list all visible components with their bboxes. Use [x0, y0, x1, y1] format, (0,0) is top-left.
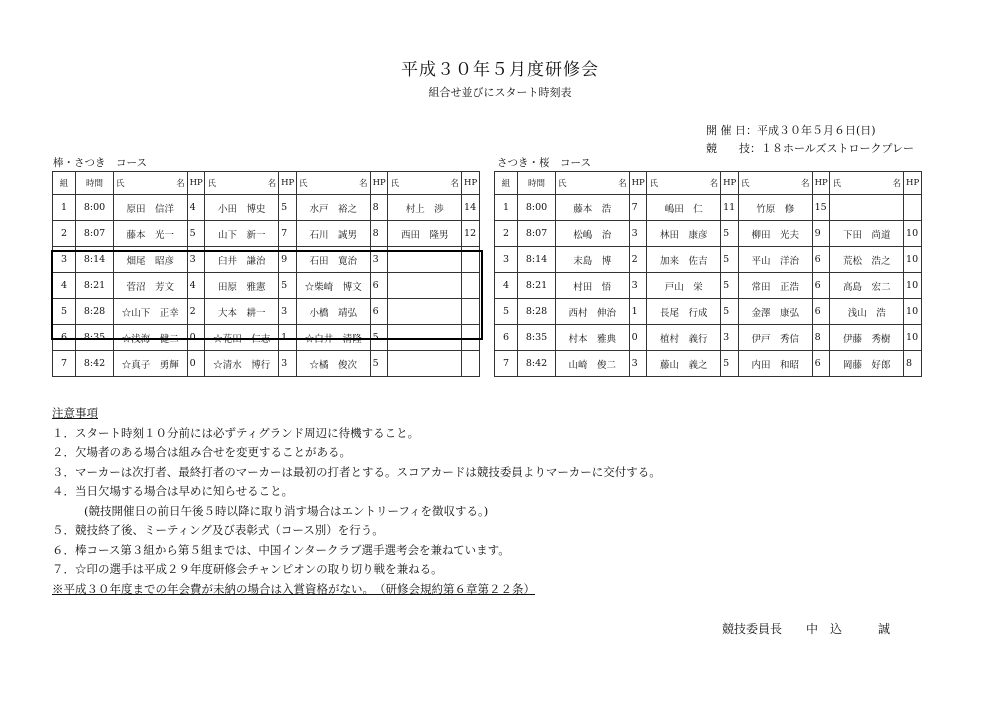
table-row — [495, 273, 922, 299]
player-name: 西田 隆男 — [388, 221, 462, 247]
player-hp: 10 — [904, 221, 922, 247]
player-name: 浅山 浩 — [830, 299, 904, 325]
group-number: 3 — [495, 247, 518, 273]
player-hp: 3 — [629, 273, 647, 299]
start-time: 8:00 — [76, 195, 114, 221]
header-hp: HP — [629, 172, 647, 195]
player-name: 石川 誠男 — [296, 221, 370, 247]
header-name-right: 名 — [892, 179, 902, 189]
header-time: 時間 — [76, 172, 114, 195]
player-hp: 5 — [370, 325, 388, 351]
player-hp: 5 — [721, 299, 739, 325]
player-name: 松嶋 治 — [555, 221, 629, 247]
notes-section — [52, 404, 661, 599]
header-kumi: 組 — [53, 172, 76, 195]
header-name-right: 名 — [267, 179, 277, 189]
player-name: 畑尾 昭彦 — [113, 247, 187, 273]
player-name: ☆橘 俊次 — [296, 351, 370, 377]
header-row — [495, 172, 922, 195]
player-hp: 1 — [629, 299, 647, 325]
player-name: 長尾 行成 — [647, 299, 721, 325]
player-name: 加来 佐吉 — [647, 247, 721, 273]
player-name: 山崎 俊二 — [555, 351, 629, 377]
player-name: 戸山 栄 — [647, 273, 721, 299]
player-name: ☆白井 清隆 — [296, 325, 370, 351]
player-name: 菅沼 芳文 — [113, 273, 187, 299]
start-time: 8:42 — [76, 351, 114, 377]
note-item: １．スタート時刻１０分前には必ずティグランド周辺に待機すること。 — [52, 425, 420, 440]
player-hp: 5 — [187, 221, 205, 247]
header-kumi: 組 — [495, 172, 518, 195]
start-time: 8:00 — [518, 195, 556, 221]
player-hp: 5 — [721, 221, 739, 247]
start-time: 8:14 — [518, 247, 556, 273]
player-name: ☆浅海 健二 — [113, 325, 187, 351]
start-time: 8:21 — [518, 273, 556, 299]
player-hp: 0 — [187, 351, 205, 377]
player-hp: 6 — [370, 299, 388, 325]
group-number: 7 — [53, 351, 76, 377]
header-name-right: 名 — [176, 179, 185, 189]
right-course-table — [494, 171, 922, 377]
player-name: 竹原 修 — [738, 195, 812, 221]
player-hp: 6 — [812, 351, 830, 377]
player-name: 臼井 謙治 — [205, 247, 279, 273]
player-name: 内田 和昭 — [738, 351, 812, 377]
player-hp: 6 — [370, 273, 388, 299]
header-hp: HP — [370, 172, 388, 195]
note-item: ４．当日欠場する場合は早めに知らせること。 — [52, 484, 294, 498]
player-hp: 10 — [904, 299, 922, 325]
player-name: 伊戸 秀信 — [738, 325, 812, 351]
group-number: 7 — [495, 351, 518, 377]
header-name-left: 氏 — [832, 179, 841, 189]
note-item: ６．棒コース第３組から第５組までは、中国インタークラブ選手選考会を兼ねています。 — [52, 542, 510, 557]
player-name — [388, 325, 462, 351]
player-hp: 5 — [721, 351, 739, 377]
note-item: ※平成３０年度までの年会費が未納の場合は入賞資格がない。 （研修会規約第６章第２２条） — [52, 581, 535, 596]
table-row — [53, 273, 480, 299]
player-hp: 0 — [629, 325, 647, 351]
player-name: 石田 寛治 — [296, 247, 370, 273]
player-hp — [462, 247, 480, 273]
table-row — [495, 195, 922, 221]
header-name — [555, 172, 629, 195]
player-name — [388, 247, 462, 273]
player-name: 林田 康彦 — [647, 221, 721, 247]
start-time: 8:07 — [76, 221, 114, 247]
player-hp: 15 — [812, 195, 830, 221]
header-name — [113, 172, 187, 195]
player-name: 原田 信洋 — [113, 195, 187, 221]
start-time: 8:42 — [518, 351, 556, 377]
player-name: ☆山下 正幸 — [113, 299, 187, 325]
page-title: 平成３０年５月度研修会 — [401, 60, 599, 80]
header-name-left: 氏 — [207, 179, 216, 189]
player-hp: 0 — [187, 325, 205, 351]
player-hp — [462, 325, 480, 351]
group-number: 1 — [495, 195, 518, 221]
header-name-left: 氏 — [557, 179, 567, 189]
player-name: 植村 義行 — [647, 325, 721, 351]
player-hp: 8 — [812, 325, 830, 351]
player-hp: 9 — [279, 247, 297, 273]
header-time: 時間 — [518, 172, 556, 195]
player-hp: 11 — [721, 195, 739, 221]
player-hp: 6 — [812, 273, 830, 299]
player-name — [830, 195, 904, 221]
player-hp: 3 — [187, 247, 205, 273]
player-hp: 2 — [187, 299, 205, 325]
player-hp: 1 — [279, 325, 297, 351]
player-name — [388, 273, 462, 299]
player-hp: 4 — [187, 195, 205, 221]
group-number: 2 — [53, 221, 76, 247]
player-name: 下田 尚道 — [830, 221, 904, 247]
header-hp: HP — [462, 172, 480, 195]
group-number: 1 — [53, 195, 76, 221]
start-time: 8:28 — [76, 299, 114, 325]
player-hp: 3 — [629, 351, 647, 377]
player-hp: 12 — [462, 221, 480, 247]
player-name — [388, 299, 462, 325]
player-hp: 9 — [812, 221, 830, 247]
table-row — [53, 247, 480, 273]
header-name — [388, 172, 462, 195]
table-row — [53, 325, 480, 351]
player-hp: 6 — [812, 299, 830, 325]
table-row — [495, 325, 922, 351]
table-row — [495, 247, 922, 273]
table-row — [53, 221, 480, 247]
player-hp: 10 — [904, 325, 922, 351]
player-hp: 5 — [279, 273, 297, 299]
player-name: 荒松 浩之 — [830, 247, 904, 273]
start-time: 8:14 — [76, 247, 114, 273]
header-name — [647, 172, 721, 195]
right-course-title: さつき・桜 コース — [497, 157, 591, 169]
player-name: 柳田 光夫 — [738, 221, 812, 247]
group-number: 4 — [495, 273, 518, 299]
start-time: 8:35 — [76, 325, 114, 351]
event-format: 競 技：１８ホールズストロークプレー — [706, 142, 915, 155]
player-hp — [462, 273, 480, 299]
player-hp: 3 — [279, 351, 297, 377]
header-hp: HP — [904, 172, 922, 195]
header-name — [205, 172, 279, 195]
player-hp: 8 — [370, 221, 388, 247]
header-name — [738, 172, 812, 195]
player-name: 藤本 光一 — [113, 221, 187, 247]
note-item: ２．欠場者のある場合は組み合せを変更することがある。 — [52, 445, 351, 459]
header-name-right: 名 — [618, 179, 627, 189]
player-hp: 8 — [904, 351, 922, 377]
table-row — [495, 351, 922, 377]
player-hp — [904, 195, 922, 221]
player-name: ☆真子 勇輝 — [113, 351, 187, 377]
player-hp: 5 — [721, 273, 739, 299]
start-time: 8:21 — [76, 273, 114, 299]
player-hp: 10 — [904, 273, 922, 299]
table-row — [53, 195, 480, 221]
player-hp: 6 — [812, 247, 830, 273]
player-name: 金澤 康弘 — [738, 299, 812, 325]
header-hp: HP — [721, 172, 739, 195]
player-name: 村上 渉 — [388, 195, 462, 221]
note-item: ３．マーカーは次打者、最終打者のマーカーは最初の打者とする。スコアカードは競技委員よりマーカーに交付する。 — [52, 464, 661, 479]
header-hp: HP — [279, 172, 297, 195]
player-hp: 3 — [721, 325, 739, 351]
group-number: 4 — [53, 273, 76, 299]
player-name: 水戸 裕之 — [296, 195, 370, 221]
header-hp: HP — [187, 172, 205, 195]
player-hp: 14 — [462, 195, 480, 221]
notes-title: 注意事項 — [52, 406, 98, 420]
left-course-title: 棒・さつき コース — [53, 157, 147, 169]
group-number: 5 — [495, 299, 518, 325]
player-name: 嶋田 仁 — [647, 195, 721, 221]
player-name: 村田 悟 — [555, 273, 629, 299]
signature: 競技委員長 中 込 誠 — [722, 622, 891, 636]
player-name: 常田 正浩 — [738, 273, 812, 299]
table-row — [53, 351, 480, 377]
player-name: 藤本 浩 — [555, 195, 629, 221]
player-name: 大本 耕一 — [205, 299, 279, 325]
player-hp: 7 — [629, 195, 647, 221]
left-course-table — [52, 171, 480, 377]
header-name-left: 氏 — [390, 179, 399, 189]
header-name-left: 氏 — [649, 179, 658, 189]
player-hp — [462, 299, 480, 325]
player-name: 小橋 靖弘 — [296, 299, 370, 325]
player-hp: 4 — [187, 273, 205, 299]
note-item: ７．☆印の選手は平成２９年度研修会チャンピオンの取り切り戦を兼ねる。 — [52, 562, 443, 576]
player-name: 藤山 義之 — [647, 351, 721, 377]
page-subtitle: 組合せ並びにスタート時刻表 — [428, 86, 572, 99]
header-name-right: 名 — [709, 179, 719, 189]
player-hp: 5 — [721, 247, 739, 273]
player-hp: 5 — [370, 351, 388, 377]
group-number: 2 — [495, 221, 518, 247]
player-name: 田原 雅憲 — [205, 273, 279, 299]
player-name: ☆柴崎 博文 — [296, 273, 370, 299]
player-hp: 8 — [370, 195, 388, 221]
player-hp: 3 — [629, 221, 647, 247]
player-name: 岡藤 好郎 — [830, 351, 904, 377]
table-row — [53, 299, 480, 325]
player-hp: 10 — [904, 247, 922, 273]
player-hp: 7 — [279, 221, 297, 247]
header-name-left: 氏 — [740, 179, 750, 189]
event-date: 開 催 日：平成３０年５月６日(日) — [706, 124, 876, 137]
header-name-right: 名 — [801, 179, 810, 189]
group-number: 3 — [53, 247, 76, 273]
header-name-right: 名 — [450, 179, 460, 189]
player-name: ☆花田 仁志 — [205, 325, 279, 351]
header-name-left: 氏 — [115, 179, 125, 189]
note-item: (競技開催日の前日午後５時以降に取り消す場合はエントリーフィを徴収する。) — [84, 503, 489, 518]
table-row — [495, 221, 922, 247]
start-time: 8:07 — [518, 221, 556, 247]
player-hp: 2 — [629, 247, 647, 273]
group-number: 6 — [53, 325, 76, 351]
header-name-right: 名 — [359, 179, 368, 189]
player-name: ☆清水 博行 — [205, 351, 279, 377]
player-name: 伊藤 秀樹 — [830, 325, 904, 351]
table-row — [495, 299, 922, 325]
player-hp: 5 — [279, 195, 297, 221]
start-time: 8:28 — [518, 299, 556, 325]
header-name-left: 氏 — [298, 179, 308, 189]
player-name: 末島 博 — [555, 247, 629, 273]
start-time: 8:35 — [518, 325, 556, 351]
header-name — [296, 172, 370, 195]
player-name: 小田 博史 — [205, 195, 279, 221]
player-name: 平山 洋治 — [738, 247, 812, 273]
player-hp: 3 — [370, 247, 388, 273]
player-hp — [462, 351, 480, 377]
note-item: ５．競技終了後、ミーティング及び表彰式（コース別）を行う。 — [52, 523, 384, 537]
player-hp: 3 — [279, 299, 297, 325]
player-name: 村本 雅典 — [555, 325, 629, 351]
group-number: 5 — [53, 299, 76, 325]
header-name — [830, 172, 904, 195]
header-hp: HP — [812, 172, 830, 195]
header-row — [53, 172, 480, 195]
player-name: 西村 伸治 — [555, 299, 629, 325]
group-number: 6 — [495, 325, 518, 351]
player-name: 高島 宏二 — [830, 273, 904, 299]
player-name: 山下 新一 — [205, 221, 279, 247]
player-name — [388, 351, 462, 377]
